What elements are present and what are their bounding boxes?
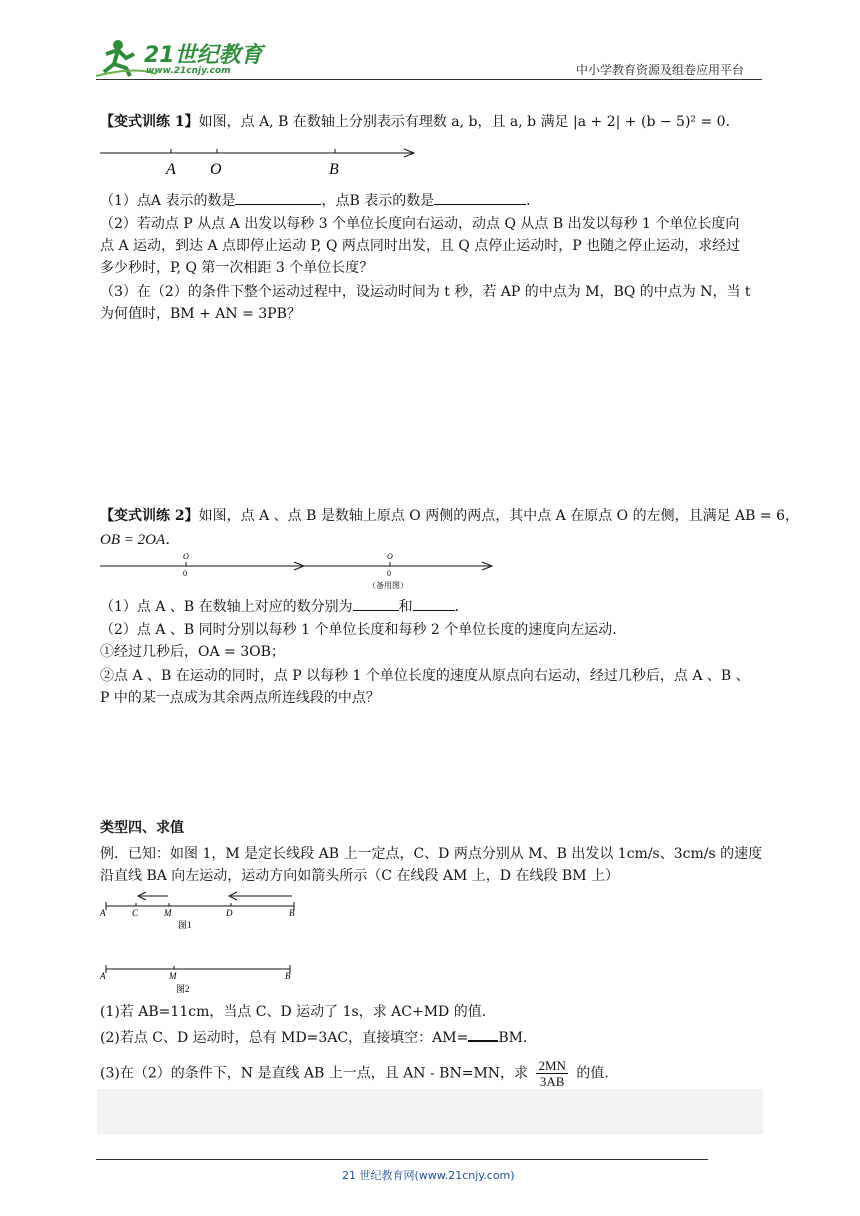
- fig1-caption: 图1: [178, 920, 192, 930]
- ex2-axis1-O: O: [183, 552, 189, 561]
- ex1-number-line: [96, 144, 426, 180]
- fig2-label-M: M: [169, 971, 177, 981]
- header-rule: [96, 79, 762, 80]
- type4-q2: (2)若点 C、D 运动时，总有 MD=3AC，直接填空：AM= BM．: [100, 1026, 537, 1048]
- ex1-tag: 【变式训练 1】: [100, 114, 199, 130]
- ex2-line1: [100, 506, 799, 526]
- answer-blank-ex2-A[interactable]: [353, 596, 399, 611]
- ex1-q1: （1）点A 表示的数是 ，点B 表示的数是 ．: [100, 190, 540, 211]
- footer-rule: [96, 1159, 708, 1160]
- ex1-line1: [100, 112, 740, 132]
- answer-blank-A[interactable]: [235, 190, 321, 205]
- fig1-label-M: M: [164, 908, 172, 918]
- fig1-label-B: B: [289, 908, 295, 918]
- ex1-label-O: O: [210, 161, 222, 178]
- footer-text: 21 世纪教育网(www.21cnjy.com): [342, 1169, 515, 1182]
- ex2-text: 如图，点 A 、点 B 是数轴上原点 O 两侧的两点，其中点 A 在原点 O 的左侧，且满足 AB = 6，: [198, 508, 799, 524]
- fig2-caption: 图2: [176, 984, 190, 994]
- fraction-numerator: 2MN: [538, 1058, 566, 1073]
- ex2-q1: （1）点 A 、B 在数轴上对应的数分别为 和 ．: [100, 596, 469, 617]
- type4-line1: 例．已知：如图 1，M 是定长线段 AB 上一定点，C、D 两点分别从 M、B 出发以 1cm/s、3cm/s 的速度: [100, 846, 763, 862]
- ex2-backup-caption: （备用图）: [368, 581, 408, 590]
- answer-blank-B[interactable]: [434, 190, 526, 205]
- ex1-text: 如图，点 A, B 在数轴上分别表示有理数 a, b，且 a, b 满足 |a + 2| + (b − 5)² = 0．: [198, 114, 740, 130]
- ex2-number-lines: [96, 550, 506, 592]
- ex2-tag: 【变式训练 2】: [100, 508, 199, 524]
- logo-url: www.21cnjy.com: [146, 66, 231, 76]
- answer-area[interactable]: [97, 1089, 763, 1134]
- fraction-denominator: 3AB: [539, 1074, 565, 1089]
- ex1-q3-line1: （3）在（2）的条件下整个运动过程中，设运动时间为 t 秒，若 AP 的中点为 M，BQ 的中点为 N，当 t: [100, 284, 751, 300]
- logo-text: 21世纪教育: [144, 43, 263, 68]
- ex2-q2-2a: ②点 A 、B 在运动的同时，点 P 以每秒 1 个单位长度的速度从原点向右运动，经过几秒后，点 A 、B 、: [100, 668, 750, 684]
- ex1-label-B: B: [329, 161, 339, 178]
- answer-blank-ex2-B[interactable]: [413, 596, 455, 611]
- type4-line2: 沿直线 BA 向左运动，运动方向如箭头所示（C 在线段 AM 上，D 在线段 BM 上）: [100, 868, 620, 884]
- figure-1: [96, 886, 306, 932]
- ex1-q2-line2: 点 A 运动，到达 A 点即停止运动 P, Q 两点同时出发，且 Q 点停止运动时，P 也随之停止运动，求经过: [100, 238, 741, 254]
- fig1-label-A: A: [100, 908, 106, 918]
- fig2-label-B: B: [285, 971, 291, 981]
- logo: [96, 36, 266, 80]
- ex1-q3-line2: 为何值时，BM + AN = 3PB？: [100, 306, 301, 322]
- fig1-label-C: C: [132, 908, 139, 918]
- ex2-axis1-zero: 0: [183, 569, 187, 578]
- figure-2: [96, 960, 306, 998]
- ex1-q2-line1: （2）若动点 P 从点 A 出发以每秒 3 个单位长度向右运动，动点 Q 从点 B 出发以每秒 1 个单位长度向: [100, 216, 740, 232]
- fig1-label-D: D: [226, 908, 233, 918]
- ex2-q2-1: ①经过几秒后，OA = 3OB；: [100, 644, 285, 660]
- ex1-label-A: A: [166, 161, 176, 178]
- ex2-axis2-O: O: [387, 552, 393, 561]
- answer-blank-AM[interactable]: [468, 1026, 498, 1042]
- type4-q3: (3)在（2）的条件下，N 是直线 AB 上一点，且 AN - BN=MN，求 $\frac{2MN}{3AB}$ 的值．: [100, 1058, 619, 1089]
- fig2-label-A: A: [100, 971, 106, 981]
- ex2-axis2-zero: 0: [387, 569, 391, 578]
- type4-heading: 类型四、求值: [100, 820, 184, 836]
- type4-q1: (1)若 AB=11cm，当点 C、D 运动了 1s，求 AC+MD 的值．: [100, 1004, 496, 1020]
- ex2-q2-2b: P 中的某一点成为其余两点所连线段的中点？: [100, 690, 380, 706]
- fraction: [536, 1058, 567, 1089]
- ex2-q2: （2）点 A 、B 同时分别以每秒 1 个单位长度和每秒 2 个单位长度的速度向左运动．: [100, 622, 627, 638]
- header-right-text: 中小学教育资源及组卷应用平台: [576, 63, 745, 77]
- ex2-line2: OB = 2OA．: [100, 532, 181, 548]
- ex1-q2-line3: 多少秒时，P, Q 第一次相距 3 个单位长度？: [100, 260, 374, 276]
